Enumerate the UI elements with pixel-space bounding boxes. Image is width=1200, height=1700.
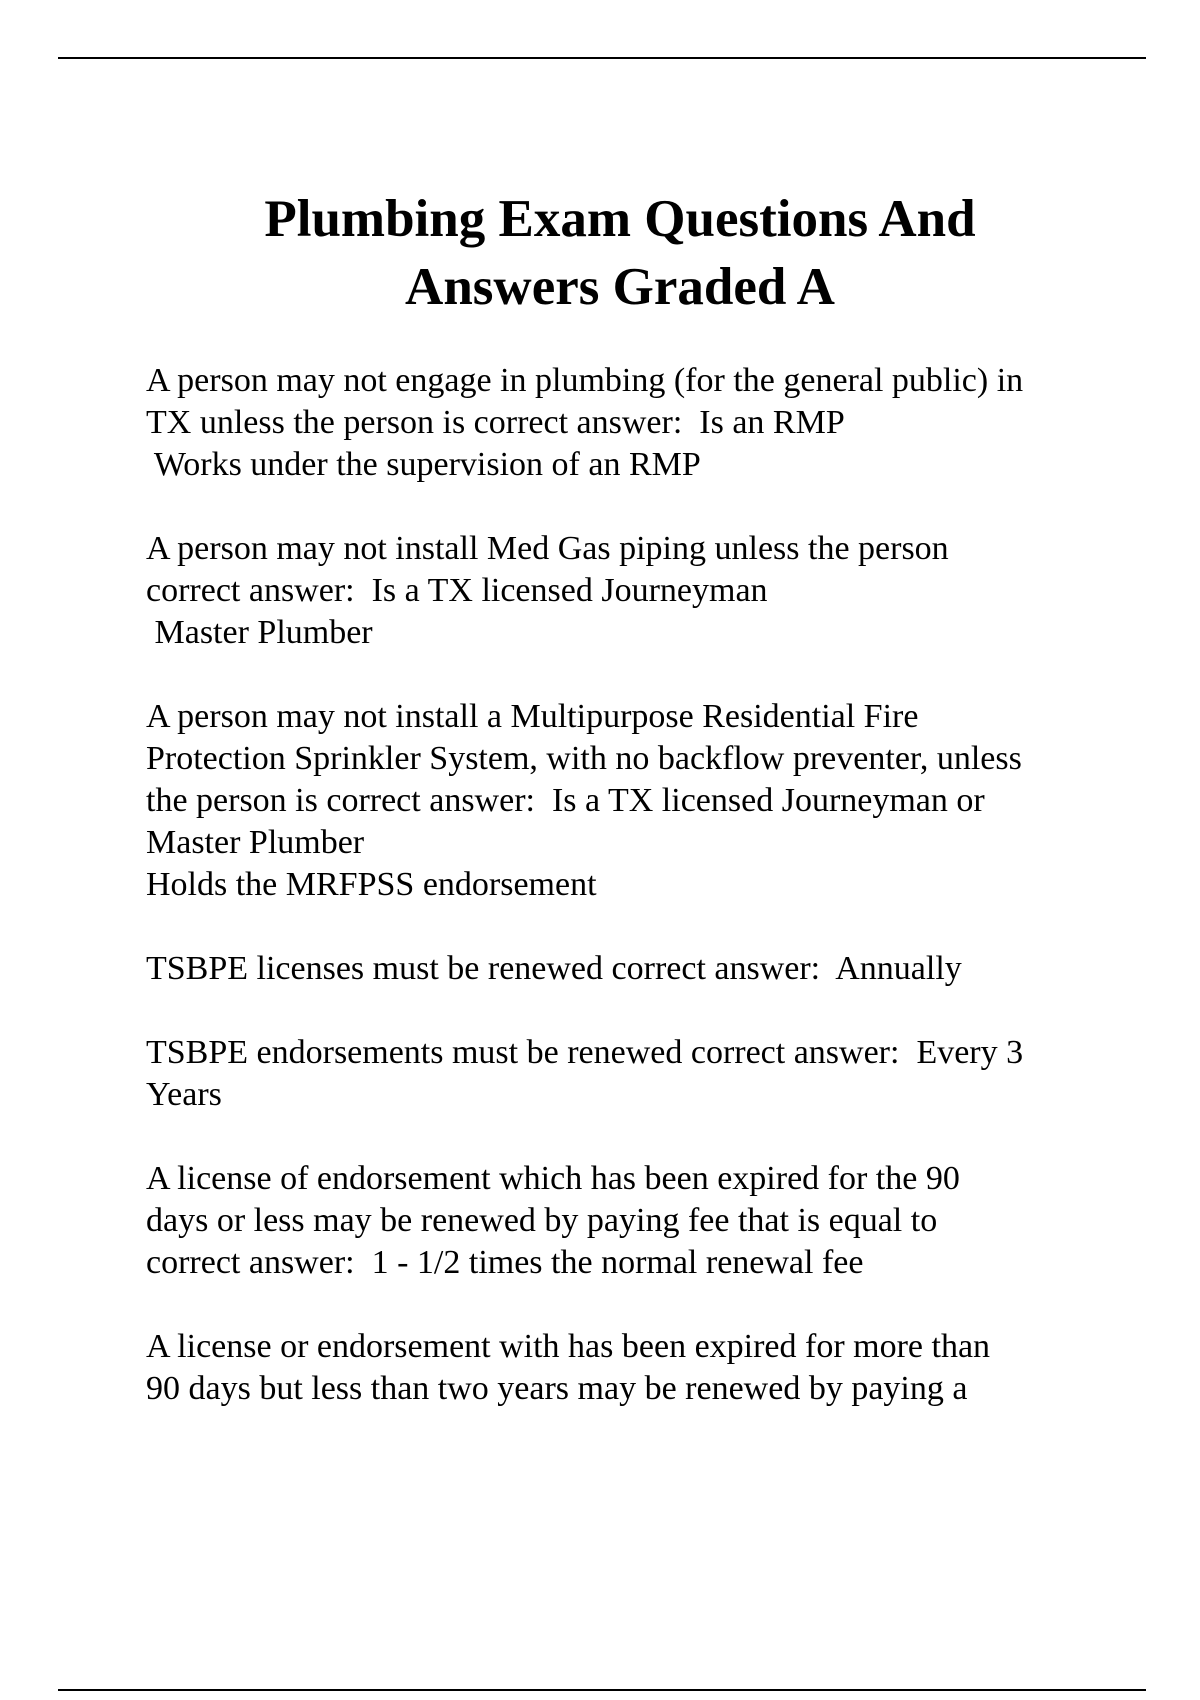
- qa-line: A person may not install a Multipurpose Residential Fire: [146, 698, 919, 735]
- footer-rule: [58, 1689, 1146, 1691]
- title-line: Plumbing Exam Questions And: [264, 190, 976, 248]
- qa-item: [146, 360, 1126, 486]
- qa-line: Protection Sprinkler System, with no backflow preventer, unless: [146, 740, 1022, 777]
- qa-line: TX unless the person is correct answer: Is an RMP: [146, 404, 845, 441]
- qa-item: [146, 948, 1126, 990]
- qa-line: TSBPE endorsements must be renewed correct answer: Every 3: [146, 1034, 1024, 1071]
- qa-line: Holds the MRFPSS endorsement: [146, 866, 597, 903]
- qa-line: TSBPE licenses must be renewed correct answer: Annually: [146, 950, 962, 987]
- qa-list: [146, 360, 1126, 1452]
- qa-item: [146, 1032, 1126, 1116]
- qa-line: A person may not install Med Gas piping unless the person: [146, 530, 949, 567]
- title-line: Answers Graded A: [405, 258, 835, 316]
- header-rule: [58, 57, 1146, 59]
- qa-line: A license of endorsement which has been expired for the 90: [146, 1160, 960, 1197]
- qa-line: days or less may be renewed by paying fee that is equal to: [146, 1202, 938, 1239]
- qa-item: [146, 528, 1126, 654]
- qa-line: Master Plumber: [146, 824, 365, 861]
- qa-item: [146, 1158, 1126, 1284]
- qa-line: correct answer: 1 - 1/2 times the normal renewal fee: [146, 1244, 864, 1281]
- qa-item: [146, 1326, 1126, 1410]
- qa-line: Master Plumber: [146, 614, 373, 651]
- qa-line: A person may not engage in plumbing (for the general public) in: [146, 362, 1024, 399]
- qa-line: A license or endorsement with has been expired for more than: [146, 1328, 991, 1365]
- qa-item: [146, 696, 1126, 906]
- qa-line: 90 days but less than two years may be renewed by paying a: [146, 1370, 968, 1407]
- qa-line: correct answer: Is a TX licensed Journeyman: [146, 572, 768, 609]
- qa-line: Years: [146, 1076, 222, 1113]
- page-title: [120, 185, 1120, 321]
- qa-line: the person is correct answer: Is a TX licensed Journeyman or: [146, 782, 985, 819]
- qa-line: Works under the supervision of an RMP: [146, 446, 701, 483]
